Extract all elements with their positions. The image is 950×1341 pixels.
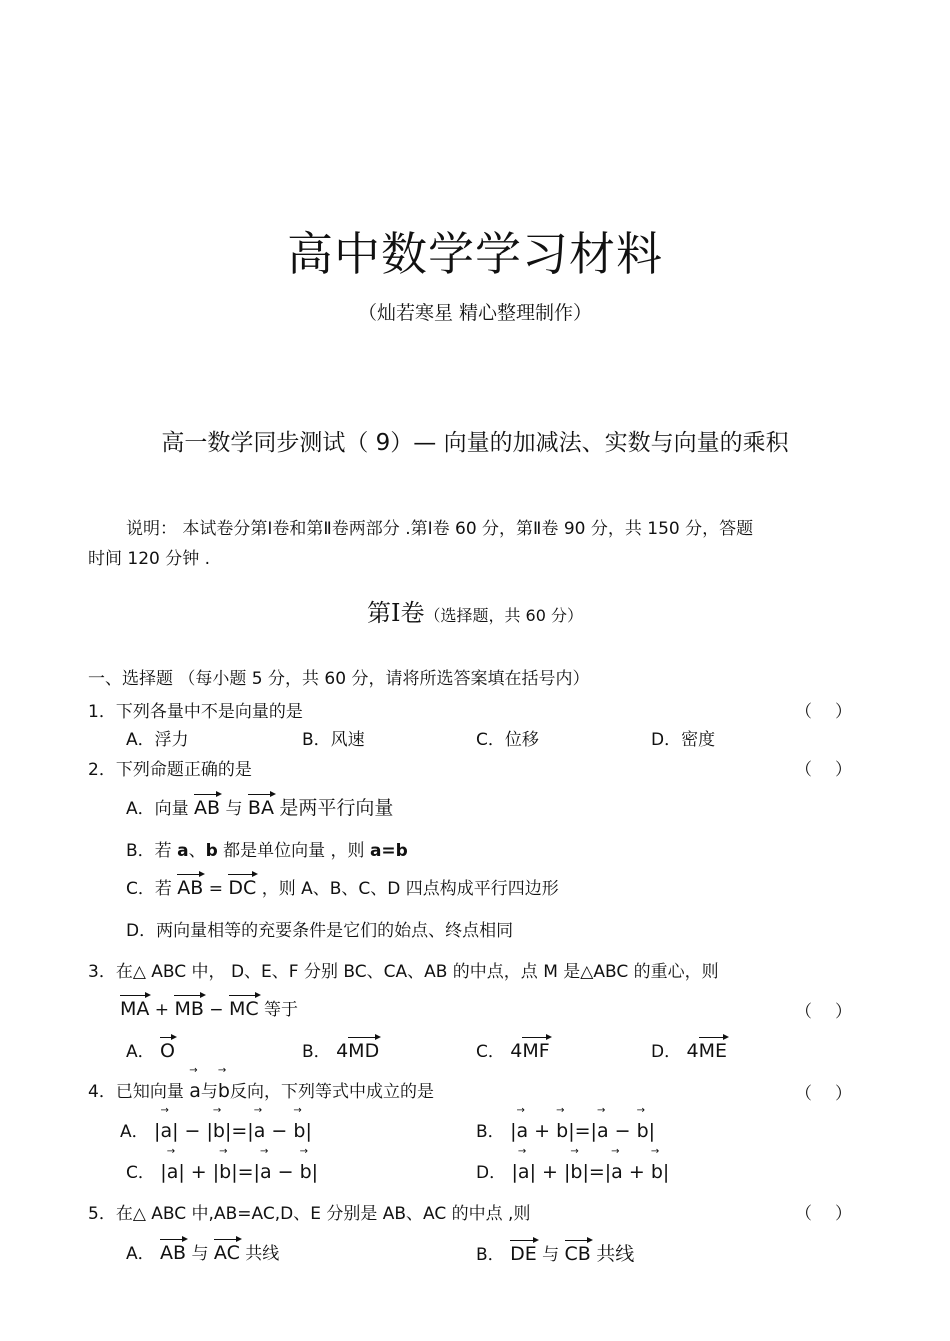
q3-stem: 3．在△ ABC 中， D、E、F 分别 BC、CA、AB 的中点，点 M 是△ABC 的重心，则	[88, 962, 719, 982]
q2-option-b: B．若 a、b 都是单位向量 ，则 a=b	[126, 841, 408, 861]
q5-stem: 5．在△ ABC 中,AB=AC,D、E 分别是 AB、AC 的中点 ,则	[88, 1204, 531, 1224]
instructions-line-2: 时间 120 分钟 .	[88, 549, 211, 569]
document-subtitle: （灿若寒星 精心整理制作）	[357, 302, 593, 324]
part-heading	[0, 593, 950, 628]
vector-a: a →	[189, 1080, 201, 1102]
vector-ba: BA	[247, 797, 274, 819]
vector-dc: DC	[228, 877, 257, 899]
q3-option-a: A． O	[126, 1040, 176, 1062]
zero-vector: O	[160, 1040, 176, 1062]
vector-ma: MA	[120, 998, 150, 1020]
part-name: 第Ⅰ卷	[366, 599, 425, 627]
vector-de: DE	[510, 1243, 537, 1265]
section-heading: 一、选择题 （每小题 5 分，共 60 分，请将所选答案填在括号内）	[88, 669, 590, 689]
q2-option-d: D．两向量相等的充要条件是它们的始点、终点相同	[126, 921, 514, 941]
vector-mc: MC	[228, 998, 259, 1020]
vector-cb: CB	[564, 1243, 591, 1265]
vector-me: ME	[698, 1040, 727, 1062]
q2-answer-blank: （ ）	[795, 760, 852, 780]
q1-stem: 1．下列各量中不是向量的是	[88, 702, 303, 722]
q4-answer-blank: （ ）	[795, 1084, 852, 1104]
part-description: （选择题，共 60 分）	[424, 606, 584, 625]
q3-expression: MA + MB − MC 等于	[120, 998, 299, 1020]
vector-ab: AB	[194, 797, 221, 819]
document-title: 高中数学学习材料	[287, 227, 663, 281]
q3-option-b: B． 4MD	[302, 1040, 380, 1062]
vector-md: MD	[348, 1040, 380, 1062]
q3-option-c: C． 4MF	[476, 1040, 550, 1062]
q1-answer-blank: （ ）	[795, 702, 852, 722]
q2-option-c: C．若 AB = DC ，则 A、B、C、D 四点构成平行四边形	[126, 877, 559, 899]
q5-option-b: B． DE 与 CB 共线	[476, 1243, 635, 1265]
q4-option-b: B． |a → + b →|=|a → − b →|	[476, 1117, 655, 1142]
vector-ab: AB	[160, 1242, 187, 1264]
q1-option-d: D．密度	[651, 730, 716, 750]
vector-ab: AB	[177, 877, 204, 899]
vector-ac: AC	[213, 1242, 240, 1264]
vector-mf: MF	[522, 1040, 550, 1062]
test-title: 高一数学同步测试（ 9）— 向量的加减法、实数与向量的乘积	[161, 430, 789, 456]
vector-mb: MB	[174, 998, 204, 1020]
q5-option-a: A． AB 与 AC 共线	[126, 1242, 280, 1264]
q4-stem: 4．已知向量 a →与b →反向，下列等式中成立的是	[88, 1077, 434, 1102]
instructions-line-1: 说明： 本试卷分第Ⅰ卷和第Ⅱ卷两部分 .第Ⅰ卷 60 分，第Ⅱ卷 90 分，共 150 分，答题	[126, 519, 754, 539]
q3-option-d: D． 4ME	[651, 1040, 727, 1062]
q3-answer-blank: （ ）	[795, 1002, 852, 1022]
q2-stem: 2．下列命题正确的是	[88, 760, 252, 780]
q4-option-c: C． |a →| + |b →|=|a → − b →|	[126, 1158, 318, 1183]
q5-answer-blank: （ ）	[795, 1204, 852, 1224]
q4-option-d: D． |a →| + |b →|=|a → + b →|	[476, 1158, 669, 1183]
q1-option-c: C．位移	[476, 730, 539, 750]
vector-b: b →	[218, 1080, 230, 1102]
q4-option-a: A． |a →| − |b →|=|a → − b →|	[120, 1117, 312, 1142]
q1-option-a: A．浮力	[126, 730, 189, 750]
q2-option-a: A．向量 AB 与 BA 是两平行向量	[126, 797, 394, 819]
q1-option-b: B．风速	[302, 730, 365, 750]
